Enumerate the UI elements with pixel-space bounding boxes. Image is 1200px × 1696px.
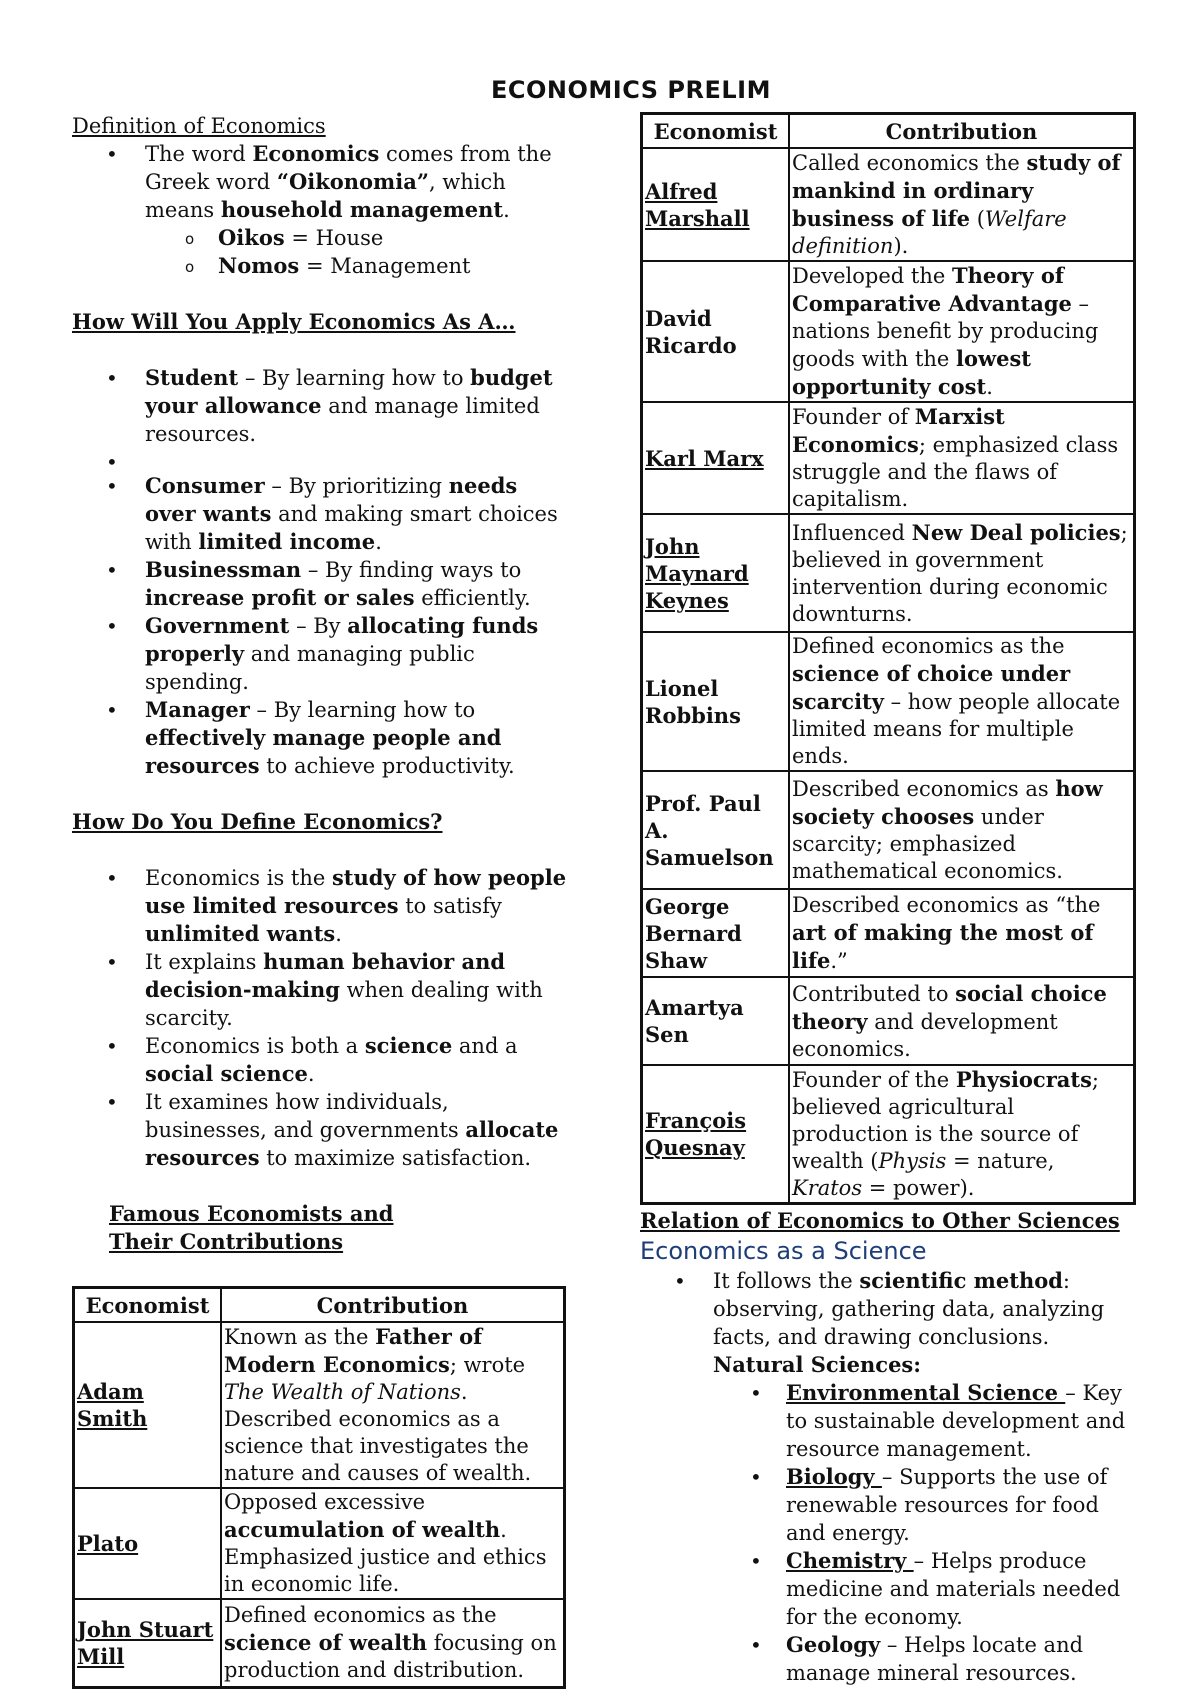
- contribution-cell: Founder of the Physiocrats; believed agricultural production is the source of wealth (Physis = nature, Kratos = power).: [789, 1065, 1135, 1204]
- list-item: • Consumer – By prioritizing needs over wants and making smart choices with limited income.: [72, 472, 572, 556]
- contribution-cell: Influenced New Deal policies; believed in government intervention during economic downturns.: [789, 514, 1135, 632]
- natural-sciences-list: [640, 1379, 1136, 1687]
- table-row: [74, 1599, 565, 1687]
- define-list: [72, 864, 572, 1172]
- contribution-cell: Opposed excessive accumulation of wealth. Emphasized justice and ethics in economic life.: [221, 1488, 565, 1599]
- table-row: [642, 632, 1135, 771]
- list-item: • Geology – Helps locate and manage mineral resources.: [640, 1631, 1136, 1687]
- list-item: • It follows the scientific method: observing, gathering data, analyzing facts, and drawing conclusions.: [640, 1267, 1136, 1351]
- apply-list: [72, 364, 572, 780]
- economists-table-right: [640, 112, 1136, 1205]
- table-row: [642, 514, 1135, 632]
- economist-name: Alfred Marshall: [642, 148, 790, 261]
- list-item: • Economics is the study of how people use limited resources to satisfy unlimited wants.: [72, 864, 572, 948]
- table-row: [642, 402, 1135, 514]
- table-row: [74, 1322, 565, 1488]
- list-item: • The word Economics comes from the Greek word “Oikonomia”, which means household management.: [72, 140, 572, 224]
- table-row: [642, 889, 1135, 977]
- list-item: o Nomos = Management: [72, 252, 572, 280]
- apply-heading: How Will You Apply Economics As A…: [72, 309, 516, 334]
- right-column: [640, 112, 1136, 1687]
- header-contribution: Contribution: [789, 114, 1135, 149]
- list-item: • It examines how individuals, businesses, and governments allocate resources to maximize satisfaction.: [72, 1088, 572, 1172]
- economist-name: Prof. Paul A. Samuelson: [642, 771, 790, 889]
- contribution-cell: Developed the Theory of Comparative Advantage – nations benefit by producing goods with the lowest opportunity cost.: [789, 261, 1135, 402]
- contribution-cell: Known as the Father of Modern Economics; wrote The Wealth of Nations. Described economics as a science that investigates the nature and causes of wealth.: [221, 1322, 565, 1488]
- list-item: o Oikos = House: [72, 224, 572, 252]
- famous-heading: Famous Economists and Their Contributions: [109, 1201, 394, 1254]
- definition-heading: Definition of Economics: [72, 114, 326, 138]
- contribution-cell: Defined economics as the science of choice under scarcity – how people allocate limited means for multiple ends.: [789, 632, 1135, 771]
- science-subheading: Economics as a Science: [640, 1237, 927, 1265]
- economist-name: Plato: [74, 1488, 222, 1599]
- economist-name: David Ricardo: [642, 261, 790, 402]
- list-item: • Environmental Science – Key to sustainable development and resource management.: [640, 1379, 1136, 1463]
- header-economist: Economist: [642, 114, 790, 149]
- table-row: [642, 261, 1135, 402]
- economist-name: John Maynard Keynes: [642, 514, 790, 632]
- table-row: [74, 1488, 565, 1599]
- list-item: • Chemistry – Helps produce medicine and materials needed for the economy.: [640, 1547, 1136, 1631]
- table-row: [642, 977, 1135, 1065]
- economist-name: Adam Smith: [74, 1322, 222, 1488]
- economist-name: Karl Marx: [642, 402, 790, 514]
- definition-list: [72, 140, 572, 224]
- contribution-cell: Founder of Marxist Economics; emphasized class struggle and the flaws of capitalism.: [789, 402, 1135, 514]
- list-item: • Student – By learning how to budget your allowance and manage limited resources.: [72, 364, 572, 448]
- header-contribution: Contribution: [221, 1288, 565, 1323]
- contribution-cell: Described economics as “the art of making the most of life.”: [789, 889, 1135, 977]
- page-title: ECONOMICS PRELIM: [491, 76, 771, 104]
- relation-heading: Relation of Economics to Other Sciences: [640, 1208, 1120, 1233]
- table-row: [642, 771, 1135, 889]
- list-item: • Biology – Supports the use of renewable resources for food and energy.: [640, 1463, 1136, 1547]
- definition-sublist: [72, 224, 572, 280]
- define-heading: How Do You Define Economics?: [72, 809, 443, 834]
- economist-name: Amartya Sen: [642, 977, 790, 1065]
- table-row: [642, 148, 1135, 261]
- header-economist: Economist: [74, 1288, 222, 1323]
- contribution-cell: Described economics as how society chooses under scarcity; emphasized mathematical economics.: [789, 771, 1135, 889]
- economists-table-left: [72, 1286, 566, 1689]
- contribution-cell: Defined economics as the science of wealth focusing on production and distribution.: [221, 1599, 565, 1687]
- economist-name: George Bernard Shaw: [642, 889, 790, 977]
- list-item: • Economics is both a science and a social science.: [72, 1032, 572, 1088]
- science-method-list: [640, 1267, 1136, 1351]
- natural-sciences-label: Natural Sciences:: [713, 1352, 922, 1377]
- economist-name: Lionel Robbins: [642, 632, 790, 771]
- economist-name: François Quesnay: [642, 1065, 790, 1204]
- left-column: [72, 112, 572, 1689]
- list-item: • Manager – By learning how to effectively manage people and resources to achieve productivity.: [72, 696, 572, 780]
- table-row: [642, 1065, 1135, 1204]
- list-item: • Businessman – By finding ways to increase profit or sales efficiently.: [72, 556, 572, 612]
- list-item: • Government – By allocating funds properly and managing public spending.: [72, 612, 572, 696]
- contribution-cell: Called economics the study of mankind in ordinary business of life (Welfare definition).: [789, 148, 1135, 261]
- list-item: • It explains human behavior and decision-making when dealing with scarcity.: [72, 948, 572, 1032]
- contribution-cell: Contributed to social choice theory and development economics.: [789, 977, 1135, 1065]
- economist-name: John Stuart Mill: [74, 1599, 222, 1687]
